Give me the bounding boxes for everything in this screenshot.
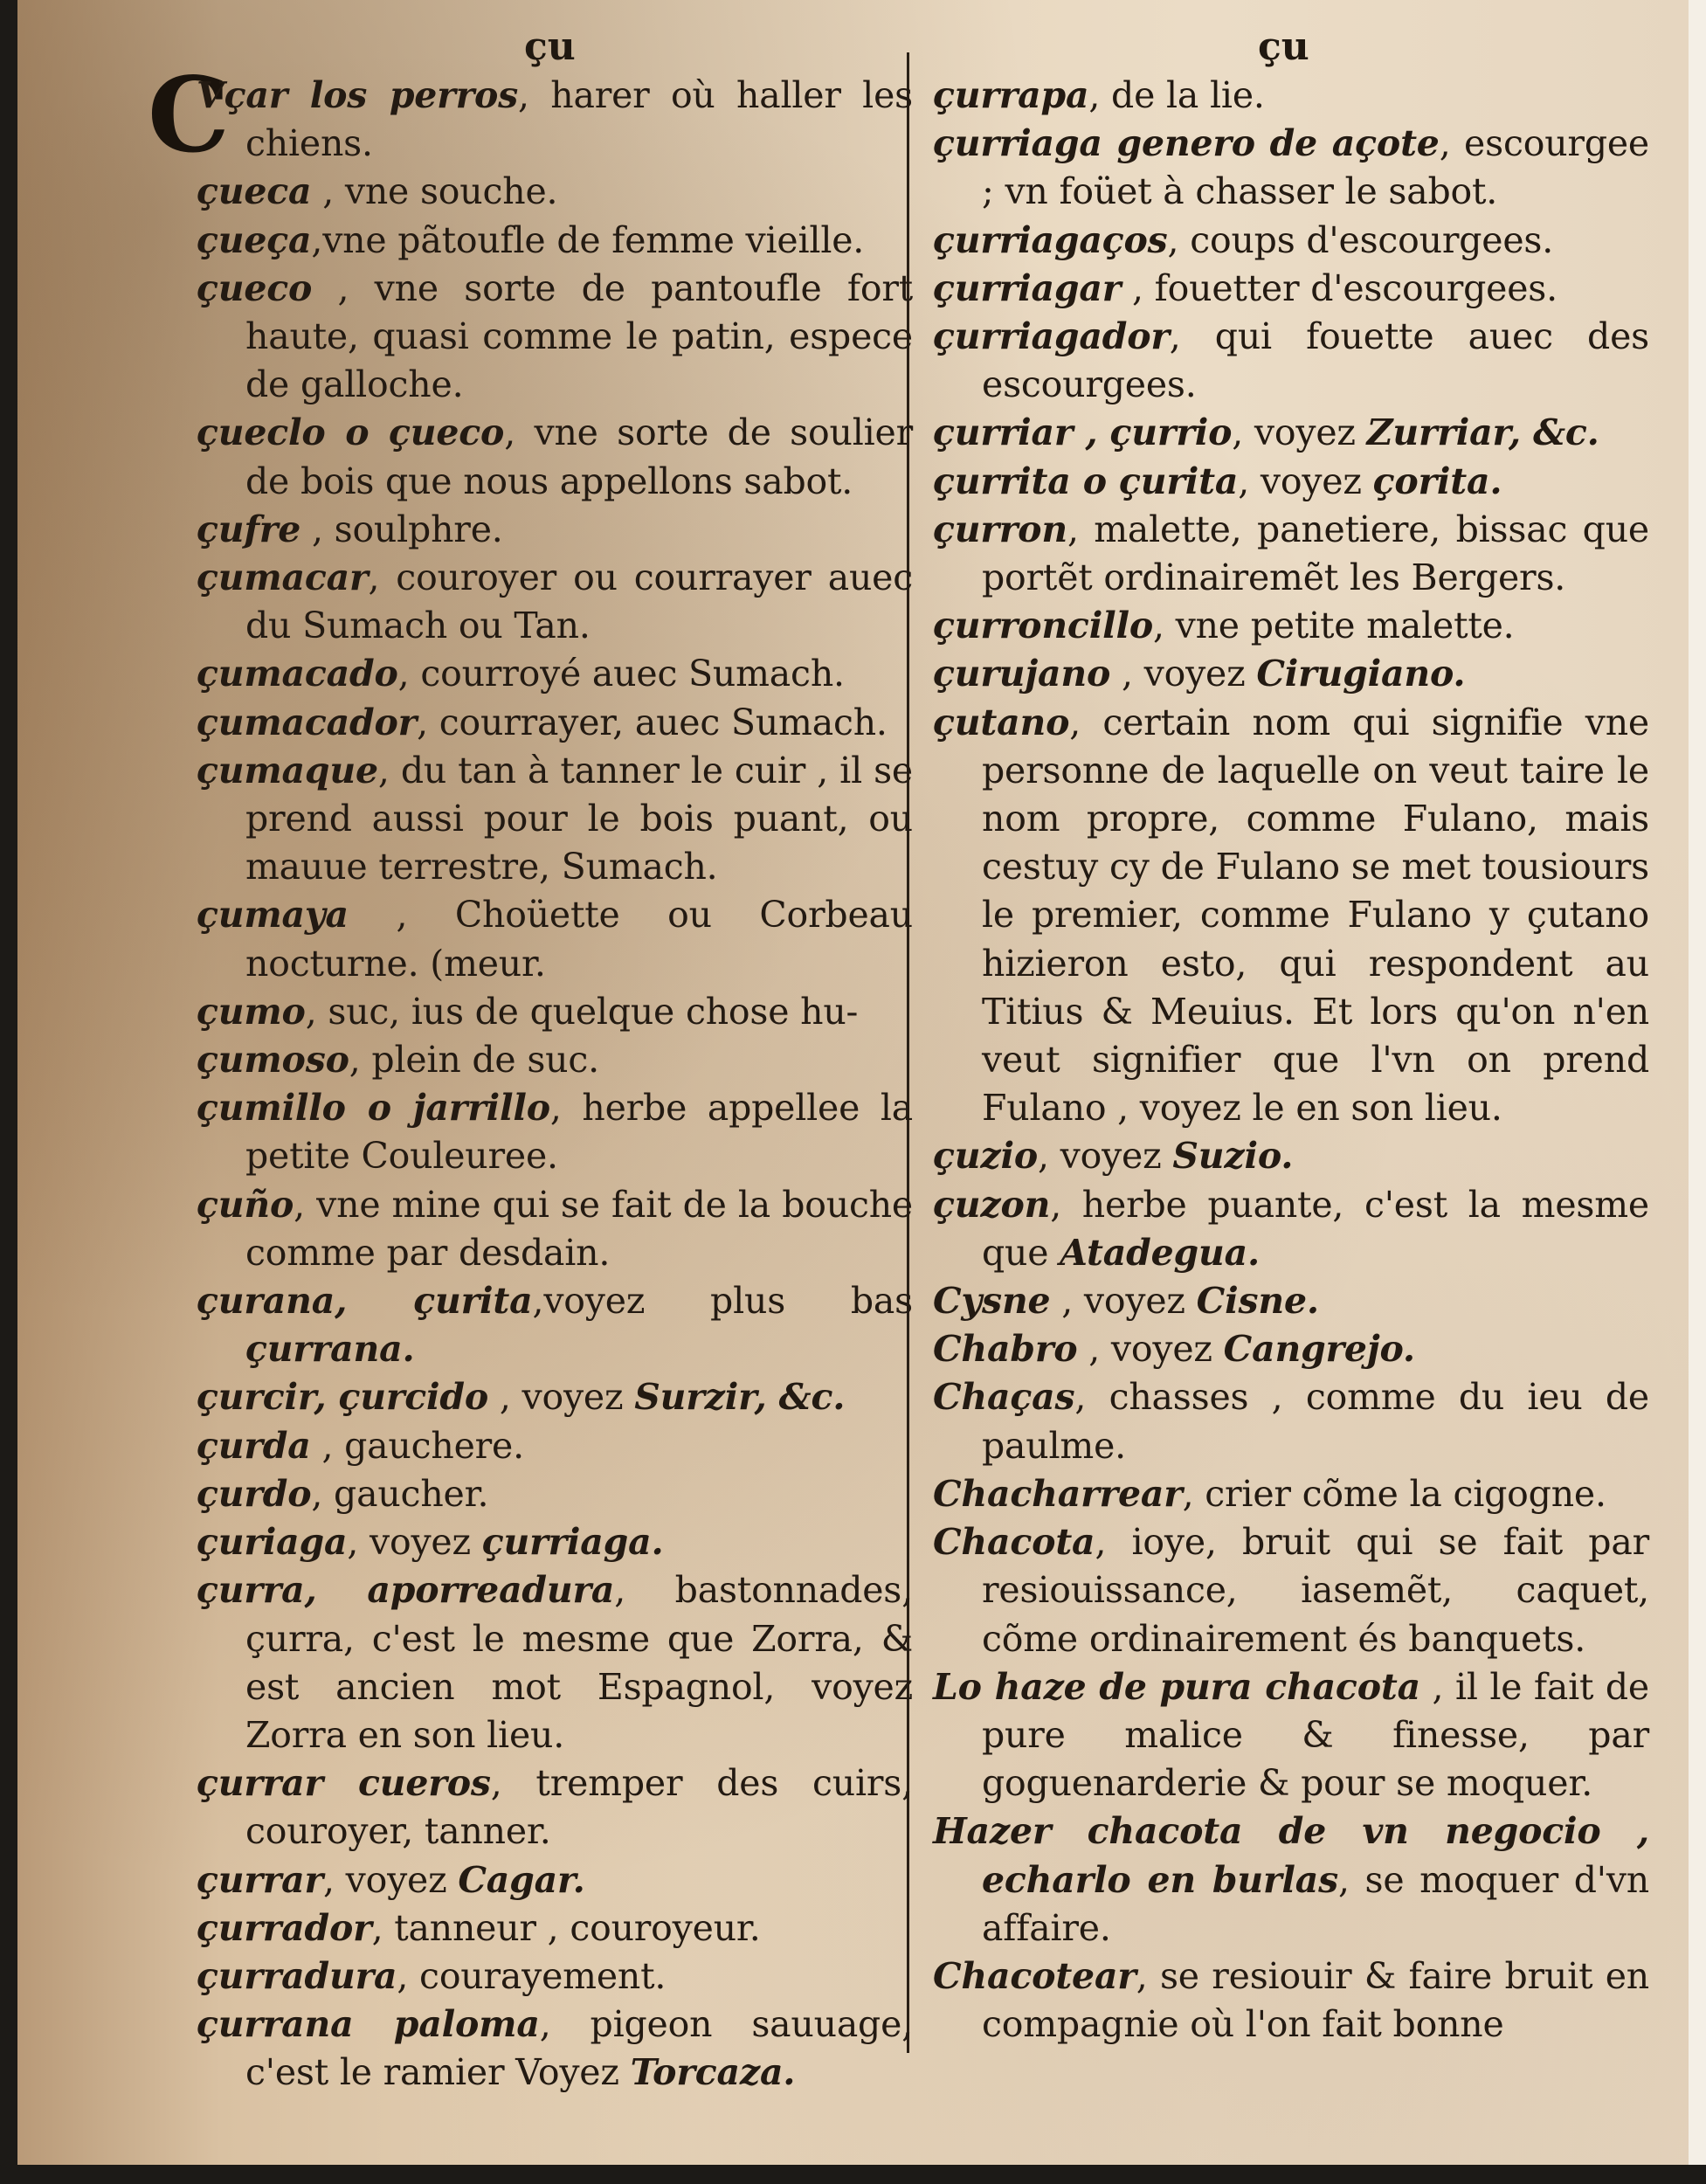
right-column [933,72,1649,2049]
dictionary-entry [197,1036,913,1084]
entry-definition: , courayement. [397,1954,667,1997]
entry-definition: , vne petite malette. [1152,605,1515,647]
drop-cap: C [148,54,230,176]
entry-headword: çurcir, çurcido [197,1376,489,1419]
entry-definition: , crier cõme la cigogne. [1182,1472,1606,1515]
entry-definition: , se resiouir & faire bruit en compagnie où l'on fait bonne [982,1954,1649,2046]
entry-headword: çurda [197,1424,311,1467]
entry-definition: , vne sorte de pantoufle fort haute, quasi comme le patin, espece de galloche. [245,266,913,406]
entry-definition: , voyez [1232,411,1367,454]
dictionary-entry [933,458,1649,506]
dictionary-entry [197,1518,913,1566]
dictionary-entry [197,2001,913,2097]
entry-headword: çueclo o çueco [197,411,505,454]
entry-definition: , malette, panetiere, bissac que portẽt ordinairemẽt les Bergers. [982,508,1649,599]
dictionary-entry [197,1373,913,1421]
entry-definition: , voyez [1077,1328,1224,1371]
entry-headword: çurana, çurita [197,1280,533,1323]
entry-definition: , il le fait de pure malice & finesse, par goguenarderie & pour se moquer. [982,1665,1649,1805]
entry-headword: çurroncillo [933,605,1153,647]
entry-definition: , ioye, bruit qui se fait par resiouissance, iasemẽt, caquet, cõme ordinairement és banquets. [982,1521,1649,1660]
entry-headword: çumacado [197,653,398,695]
dictionary-entry [933,1807,1649,1952]
entry-definition: , fouetter d'escourgees. [1121,266,1558,309]
entry-headword: çufre [197,508,301,550]
entry-definition: , de la lie. [1088,74,1265,116]
dictionary-entry [933,1952,1649,2049]
entry-headword: çurriagaços [933,218,1168,261]
entry-headword: çurdo [197,1472,312,1515]
entry-definition: , voyez [322,1858,459,1901]
entry-definition: , courroyé auec Sumach. [397,653,845,695]
entry-definition: , vne sorte de soulier de bois que nous appellons sabot. [245,411,914,502]
dictionary-entry [197,1181,913,1277]
dictionary-entry [197,1856,913,1904]
entry-cross-reference: Cangrejo. [1223,1328,1415,1371]
entry-headword: Lo haze de pura chacota [933,1665,1420,1708]
left-column [148,54,914,2098]
entry-definition: , soulphre. [300,508,503,550]
dictionary-entry [933,120,1649,216]
entry-definition: , vne souche. [311,170,558,213]
entry-definition: , bastonnades, çurra, c'est le mesme que Zorra, & est ancien mot Espagnol, voyez Zorra en son lieu. [245,1569,913,1756]
dictionary-entry [933,265,1649,313]
entry-headword: Chacota [933,1521,1095,1564]
entry-definition: , voyez [1238,460,1373,502]
entry-headword: çurra, aporreadura [197,1569,615,1612]
entry-cross-reference: çorita. [1372,460,1502,502]
dictionary-entry [933,409,1649,457]
entry-definition: , tremper des cuirs, couroyer, tanner. [245,1762,913,1853]
dictionary-entry [933,72,1649,120]
entry-cross-reference: Zurriar, &c. [1366,411,1599,454]
dictionary-entry [933,506,1649,602]
entry-definition: , voyez [347,1521,482,1564]
dictionary-entry [197,1470,913,1518]
entry-definition: ,voyez plus bas [532,1280,913,1323]
entry-definition: , vne mine qui se fait de la bouche comme par desdain. [245,1183,913,1274]
entry-definition: , plein de suc. [349,1039,599,1082]
entry-headword: çurrapa [933,74,1089,116]
entry-headword: çurrana paloma [197,2003,540,2046]
entry-definition: , gauchere. [310,1424,524,1467]
entry-headword: Chabro [933,1328,1078,1371]
dictionary-entry [933,1277,1649,1325]
dictionary-entry [197,1422,913,1470]
entry-definition: , chasses , comme du ieu de paulme. [982,1376,1649,1467]
entry-definition: , suc, ius de quelque chose hu- [305,990,859,1033]
entry-headword: çurrador [197,1906,372,1949]
entry-cross-reference: Suzio. [1172,1135,1294,1178]
entry-headword: Vçar los perros [197,74,519,116]
entry-cross-reference: Cagar. [458,1858,585,1901]
entry-definition: , tanneur , couroyeur. [371,1906,761,1949]
dictionary-entry [197,1904,913,1952]
entry-headword: çumacar [197,556,369,599]
dictionary-entry [197,699,913,747]
dictionary-entry [933,1518,1649,1663]
dictionary-entry [933,1132,1649,1180]
dictionary-entry [933,1181,1649,1277]
dictionary-entry [197,1084,913,1180]
dictionary-entry [933,602,1649,650]
entry-headword: çumaque [197,749,378,791]
entry-headword: çurron [933,508,1067,550]
entry-definition: , se moquer d'vn affaire. [982,1858,1649,1949]
entry-headword: çumoso [197,1039,349,1082]
entry-definition: , harer où haller les chiens. [245,74,913,165]
dictionary-page [17,0,1706,2165]
bottom-margin [0,2165,1706,2184]
entry-cross-reference: çurrana. [245,1328,415,1371]
dictionary-entry [148,54,913,176]
dictionary-entry [197,554,913,650]
entry-headword: Hazer chacota de vn negocio , echarlo en burlas [933,1810,1649,1901]
entry-headword: çurradura [197,1954,397,1997]
entry-headword: çurriar , çurrio [933,411,1233,454]
entry-headword: çumo [197,990,306,1033]
dictionary-entry [933,650,1649,698]
dictionary-entry [197,265,913,410]
entry-definition: , Choüette ou Corbeau nocturne. (meur. [245,894,913,985]
dictionary-entry [933,313,1649,409]
entry-cross-reference: Torcaza. [630,2051,796,2094]
dictionary-entry [197,1277,913,1373]
entry-definition: , herbe puante, c'est la mesme que [982,1183,1649,1274]
dictionary-entry [197,747,913,892]
entry-definition: , certain nom qui signifie vne personne de laquelle on veut taire le nom propre, comme Fulano, mais cestuy cy de Fulano se met tousiours le premier, comme Fulano y çutano hizieron esto, qui respondent au Titius & Meuius. Et lors qu'on n'en veut signifier que l'vn on prend Fulano , voyez le en son lieu. [982,701,1649,1130]
entry-cross-reference: Cisne. [1196,1280,1319,1323]
entry-headword: çurriagador [933,315,1170,358]
entry-headword: Chacotear [933,1954,1136,1997]
entry-definition: , herbe appellee la petite Couleuree. [245,1087,913,1178]
entry-headword: çuzio [933,1135,1038,1178]
entry-headword: çueça [197,218,312,261]
entry-headword: çumaya [197,894,349,936]
entry-headword: çurriaga genero de açote [933,122,1440,165]
entry-definition: , courrayer, auec Sumach. [417,701,888,743]
entry-definition: , voyez [1110,653,1257,695]
entry-definition: , voyez [1037,1135,1173,1178]
entry-headword: çumillo o jarrillo [197,1087,550,1130]
entry-headword: çumacador [197,701,418,743]
dictionary-entry [933,217,1649,265]
dictionary-entry [197,1952,913,2001]
dictionary-entry [197,168,913,216]
dictionary-entry [933,1663,1649,1808]
entry-cross-reference: Cirugiano. [1256,653,1466,695]
entry-headword: Chacharrear [933,1472,1183,1515]
entry-cross-reference: Atadegua. [1060,1231,1261,1274]
dictionary-entry [197,1566,913,1759]
entry-headword: çurrita o çurita [933,460,1239,502]
running-head-left: çu [524,24,576,69]
dictionary-entry [197,1759,913,1856]
dictionary-entry [197,891,913,987]
entry-definition: , gaucher. [311,1472,489,1515]
entry-definition: , du tan à tanner le cuir , il se prend aussi pour le bois puant, ou mauue terrestre, Sumach. [245,749,913,888]
dictionary-entry [197,506,913,554]
dictionary-entry [197,988,913,1036]
entry-cross-reference: çurriaga. [481,1521,664,1564]
dictionary-entry [197,650,913,698]
entry-headword: çurrar [197,1858,323,1901]
entry-headword: çurrar cueros [197,1762,491,1805]
entry-definition: , pigeon sauuage, c'est le ramier Voyez [245,2003,913,2094]
entry-headword: çurujano [933,653,1111,695]
entry-definition: ,vne pãtoufle de femme vieille. [311,218,865,261]
entry-headword: çurriagar [933,266,1122,309]
entry-cross-reference: Surzir, &c. [634,1376,846,1419]
dictionary-entry [197,217,913,265]
entry-definition: , qui fouette auec des escourgees. [982,315,1649,406]
entry-headword: çueco [197,266,313,309]
entry-definition: , couroyer ou courrayer auec du Sumach ou Tan. [245,556,913,647]
entry-headword: çuriaga [197,1521,348,1564]
entry-headword: çueca [197,170,312,213]
dictionary-entry [933,699,1649,1133]
entry-definition: , coups d'escourgees. [1167,218,1554,261]
dictionary-entry [197,409,913,505]
entry-headword: çutano [933,701,1070,743]
entry-definition: , escourgee ; vn foüet à chasser le sabot. [982,122,1649,213]
dictionary-entry [933,1470,1649,1518]
entry-definition: , voyez [488,1376,635,1419]
entry-headword: çuzon [933,1183,1051,1226]
entry-headword: Chaças [933,1376,1075,1419]
entry-headword: Cysne [933,1280,1051,1323]
page-edge [1689,0,1706,2165]
entry-headword: çuño [197,1183,294,1226]
dictionary-entry [933,1325,1649,1373]
dictionary-entry [933,1373,1649,1469]
running-head-right: çu [1258,24,1309,69]
entry-definition: , voyez [1050,1280,1197,1323]
